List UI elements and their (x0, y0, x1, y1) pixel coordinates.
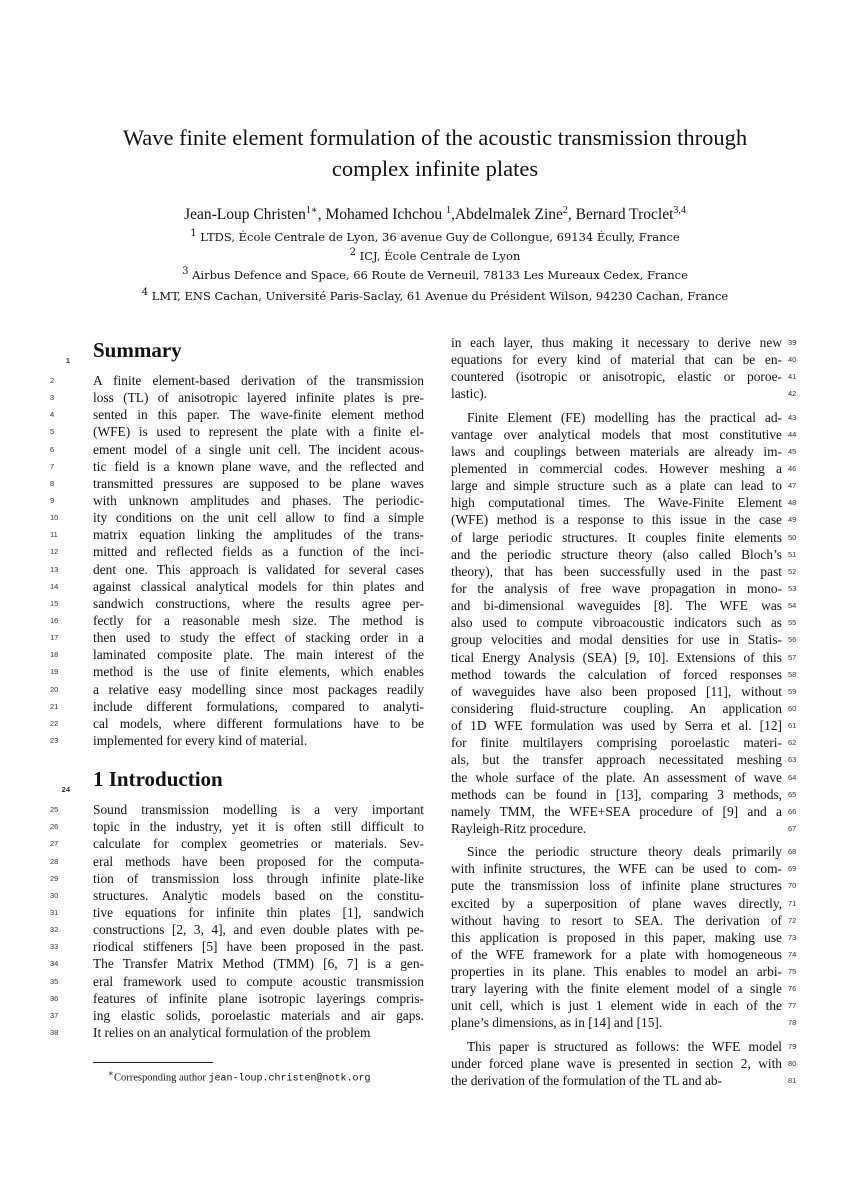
author-name: Jean-Loup Christen (184, 206, 306, 224)
text-line-content: and bi-dimensional waveguides [8]. The WFE was (451, 598, 782, 614)
text-line-content: and the periodic structure theory (also called Bloch’s (451, 546, 782, 562)
text-line-content: vantage over analytical models that most constitutive (451, 426, 782, 442)
line-number: 14 (50, 581, 59, 591)
line-number: 29 (50, 873, 59, 883)
text-line (50, 715, 424, 732)
text-line-content: eral framework used to compute acoustic transmission (93, 973, 424, 989)
spacer (93, 749, 424, 763)
text-line (50, 818, 424, 835)
line-number: 55 (788, 618, 797, 628)
line-number: 5 (50, 427, 55, 437)
line-number: 8 (50, 478, 55, 488)
text-line (50, 629, 424, 646)
text-line-content: matrix equation linking the amplitudes of the trans- (93, 527, 424, 543)
text-line-content: laws and couplings between materials are already im- (451, 443, 782, 459)
affiliation (40, 245, 830, 264)
text-line (451, 803, 797, 820)
line-number: 61 (788, 721, 797, 731)
line-number: 17 (50, 633, 59, 643)
line-number: 72 (788, 915, 797, 925)
text-line-content: for the analysis of free wave propagation in mono- (451, 580, 782, 596)
line-number: 65 (788, 789, 797, 799)
text-line-content: considering fluid-structure coupling. An application (451, 700, 782, 716)
text-line-content: tic field is a known plane wave, and the reflected and (93, 458, 424, 474)
author-affil-mark: 3,4 (673, 205, 686, 216)
text-line-content: sandwich constructions, where the results agree per- (93, 595, 424, 611)
text-line (50, 646, 424, 663)
text-line (50, 475, 424, 492)
line-number: 10 (50, 513, 59, 523)
text-line-content: loss (TL) of anisotropic layered infinite plates is pre- (93, 390, 424, 406)
line-number: 47 (788, 481, 797, 491)
text-line (50, 406, 424, 423)
line-number: 27 (50, 839, 59, 849)
line-number: 11 (50, 530, 58, 540)
text-line-content: equations for every kind of material that can be en- (451, 352, 782, 368)
text-line (50, 441, 424, 458)
text-line-content: this application is proposed in this paper, making use (451, 929, 782, 945)
left-column (50, 334, 424, 1041)
author-list (60, 201, 810, 225)
line-number: 53 (788, 583, 797, 593)
text-line (451, 843, 797, 860)
line-number: 68 (788, 847, 797, 857)
author-name: ,Abdelmalek Zine (451, 206, 563, 224)
text-line-content: cal models, where different formulations have to be (93, 715, 424, 731)
text-line (50, 561, 424, 578)
text-line-content: include different formulations, compared to analyti- (93, 698, 424, 714)
text-line (451, 946, 797, 963)
text-line (50, 1007, 424, 1024)
text-line (451, 614, 797, 631)
text-line-content: large and simple structure such as a plate can lead to (451, 478, 782, 494)
text-line-content: in each layer, thus making it necessary to derive new (451, 335, 782, 350)
text-line (50, 870, 424, 887)
text-line-content: plemented in commercial codes. However meshing a (451, 460, 782, 476)
text-line (451, 683, 797, 700)
line-number: 67 (788, 823, 797, 833)
text-line (451, 929, 797, 946)
line-number: 59 (788, 686, 797, 696)
text-line (451, 734, 797, 751)
line-number: 77 (788, 1001, 797, 1011)
line-number: 49 (788, 515, 797, 525)
text-line (50, 389, 424, 406)
line-number: 26 (50, 822, 59, 832)
text-line (451, 751, 797, 768)
line-number: 15 (50, 598, 59, 608)
text-line (50, 423, 424, 440)
text-line (50, 372, 424, 389)
line-number: 64 (788, 772, 797, 782)
affiliation-mark: 2 (349, 247, 356, 258)
text-line (50, 973, 424, 990)
text-line-content: lastic). (451, 386, 488, 402)
text-line-content: Sound transmission modelling is a very important (93, 802, 424, 818)
line-number: 19 (50, 667, 59, 677)
text-line (50, 458, 424, 475)
text-line (50, 921, 424, 938)
text-line (50, 663, 424, 680)
text-line (50, 543, 424, 560)
text-line-content: a relative easy modelling since most packages readily (93, 681, 424, 697)
text-line-content: plane’s dimensions, as in [14] and [15]. (451, 1015, 663, 1031)
text-line (451, 426, 797, 443)
text-line-content: ity conditions on the unit cell allow to find a simple (93, 510, 424, 526)
text-line-content: countered (isotropic or anisotropic, elastic or poroe- (451, 369, 782, 385)
line-number: 25 (50, 805, 59, 815)
line-number: 7 (50, 461, 55, 471)
title-line: Wave finite element formulation of the acoustic transmission through (122, 125, 748, 150)
line-number: 24 (61, 785, 70, 795)
line-number: 20 (50, 684, 59, 694)
text-line-content: method is the use of finite elements, which enables (93, 664, 424, 680)
line-number: 16 (50, 615, 59, 625)
text-line-content: also used to compute vibroacoustic indicators such as (451, 615, 782, 631)
text-line-content: implemented for every kind of material. (93, 732, 308, 748)
text-line (451, 717, 797, 734)
affiliation-mark: 1 (190, 228, 197, 239)
text-line-content: with infinite structures, the WFE can be used to com- (451, 861, 782, 877)
line-number: 57 (788, 652, 797, 662)
line-number: 51 (788, 549, 797, 559)
text-line (451, 997, 797, 1014)
text-line-content: als, but the transfer approach necessitated meshing (451, 752, 782, 768)
text-line (451, 895, 797, 912)
text-line (50, 904, 424, 921)
text-line (50, 698, 424, 715)
text-line (451, 409, 797, 426)
text-line (451, 334, 797, 351)
text-line (451, 563, 797, 580)
section-heading (65, 334, 424, 366)
line-number: 30 (50, 890, 59, 900)
text-line-content: against classical analytical models for thin plates and (93, 578, 424, 594)
line-number: 9 (50, 495, 55, 505)
line-number: 45 (788, 446, 797, 456)
line-number: 80 (788, 1058, 797, 1068)
affiliation-text: LMT, ENS Cachan, Université Paris-Saclay, 61 Avenue du Président Wilson, 94230 Cachan, France (148, 288, 729, 303)
line-number: 75 (788, 967, 797, 977)
affiliation-mark: 4 (141, 287, 149, 298)
text-line-content: Rayleigh-Ritz procedure. (451, 820, 587, 836)
line-number: 54 (788, 601, 797, 611)
line-number: 6 (50, 444, 55, 454)
text-line (451, 511, 797, 528)
text-line-content: the derivation of the formulation of the TL and ab- (451, 1072, 723, 1088)
text-line (451, 529, 797, 546)
line-number: 4 (50, 410, 55, 420)
text-line-content: eral methods have been proposed for the computa- (93, 853, 424, 869)
line-number: 37 (50, 1010, 59, 1020)
line-number: 41 (788, 372, 797, 382)
line-number: 3 (50, 393, 55, 403)
line-number: 69 (788, 864, 797, 874)
text-line-content: for finite multilayers comprising poroelastic materi- (451, 735, 782, 751)
line-number: 44 (788, 429, 797, 439)
author-email: jean-loup.christen@notk.org (208, 1073, 371, 1085)
text-line (451, 1055, 797, 1072)
text-line-content: method towards the calculation of forced responses (451, 666, 782, 682)
text-line (451, 1072, 797, 1089)
text-line-content: under forced plane wave is presented in section 2, with (451, 1055, 782, 1071)
text-line-content: methods can be found in [13], comparing 3 methods, (451, 786, 782, 802)
paper-title (80, 122, 790, 184)
line-number: 43 (788, 412, 797, 422)
affiliation-text: Airbus Defence and Space, 66 Route de Verneuil, 78133 Les Mureaux Cedex, France (188, 267, 688, 282)
line-number: 48 (788, 498, 797, 508)
text-line (50, 990, 424, 1007)
text-line-content: calculate for complex geometries or materials. Sev- (93, 836, 424, 852)
line-number: 74 (788, 949, 797, 959)
text-line-content: of the WFE framework for a plate with homogeneous (451, 946, 782, 962)
text-line (50, 887, 424, 904)
line-number: 38 (50, 1027, 59, 1037)
affiliation-mark: 3 (182, 266, 189, 277)
affiliation (40, 226, 830, 245)
line-number: 31 (50, 907, 59, 917)
text-line-content: structures. Analytic models based on the constitu- (93, 887, 424, 903)
title-line: complex infinite plates (331, 156, 539, 181)
affiliation-text: ICJ, École Centrale de Lyon (356, 248, 521, 263)
text-line (50, 732, 424, 749)
affiliation-text: LTDS, École Centrale de Lyon, 36 avenue Guy de Collongue, 69134 Écully, France (196, 229, 680, 244)
text-line-content: topic in the industry, yet it is often still difficult to (93, 819, 424, 835)
line-number: 50 (788, 532, 797, 542)
text-line-content: (WFE) is used to represent the plate with a finite el- (93, 424, 424, 440)
text-line-content: with unknown amplitudes and phases. The periodic- (93, 492, 424, 508)
section-heading-text: 1 Introduction (93, 767, 223, 792)
author-affil-mark: 1 (446, 205, 451, 216)
text-line-content: This paper is structured as follows: the WFE model (467, 1038, 782, 1054)
line-number: 33 (50, 942, 59, 952)
line-number: 46 (788, 463, 797, 473)
text-line-content: the whole surface of the plate. An assessment of wave (451, 769, 782, 785)
text-line-content: namely TMM, the WFE+SEA procedure of [9] and a (451, 803, 782, 819)
text-line (451, 477, 797, 494)
section-heading (61, 763, 424, 795)
text-line (451, 631, 797, 648)
line-number: 76 (788, 984, 797, 994)
text-line (451, 546, 797, 563)
line-number: 23 (50, 735, 59, 745)
section-heading-text: Summary (93, 338, 182, 362)
line-number: 70 (788, 881, 797, 891)
line-number: 12 (50, 547, 59, 557)
footnote-mark: ∗ (108, 1068, 114, 1078)
line-number: 28 (50, 856, 59, 866)
text-line (50, 801, 424, 818)
text-line (451, 597, 797, 614)
line-number: 2 (50, 376, 55, 385)
text-line-content: sented in this paper. The wave-finite element method (93, 407, 424, 423)
line-number: 66 (788, 806, 797, 816)
text-line-content: unit cell, which is just 1 element wide in each of the (451, 998, 782, 1014)
footnote-text: Corresponding author (113, 1072, 209, 1084)
line-number: 1 (65, 356, 70, 365)
line-number: 22 (50, 718, 59, 728)
text-line (451, 700, 797, 717)
line-number: 71 (788, 898, 797, 908)
text-line-content: theory), that has been successfully used in the past (451, 563, 782, 579)
line-number: 40 (788, 355, 797, 365)
text-line (451, 443, 797, 460)
line-number: 42 (788, 389, 797, 399)
text-line-content: tical Energy Analysis (SEA) [9, 10]. Extensions of this (451, 649, 782, 665)
text-line-content: trary layering with the finite element model of a single (451, 981, 782, 997)
text-line-content: then used to study the effect of stacking order in a (93, 630, 424, 646)
text-line (451, 963, 797, 980)
text-line (50, 955, 424, 972)
line-number: 60 (788, 703, 797, 713)
text-line-content: features of infinite plane isotropic layerings compris- (93, 990, 424, 1006)
line-number: 35 (50, 976, 59, 986)
text-line-content: The Transfer Matrix Method (TMM) [6, 7] is a gen- (93, 956, 424, 972)
text-line (50, 612, 424, 629)
text-line-content: laminated composite plate. The main interest of the (93, 647, 424, 663)
text-line (451, 649, 797, 666)
text-line-content: high computational times. The Wave-Finite Element (451, 495, 782, 511)
line-number: 32 (50, 925, 59, 935)
text-line-content: excited by a superposition of plane waves directly, (451, 895, 782, 911)
text-line (451, 786, 797, 803)
text-line-content: riodical stiffeners [5] have been proposed in the past. (93, 939, 424, 955)
text-line (50, 492, 424, 509)
text-line-content: tive equations for infinite thin plates [1], sandwich (93, 904, 424, 920)
text-line-content: Finite Element (FE) modelling has the practical ad- (467, 409, 782, 425)
text-line-content: ement model of a single unit cell. The incident acous- (93, 441, 424, 457)
text-line (451, 351, 797, 368)
line-number: 56 (788, 635, 797, 645)
line-number: 62 (788, 738, 797, 748)
text-line (451, 494, 797, 511)
footnote-rule (93, 1062, 213, 1063)
line-number: 13 (50, 564, 59, 574)
text-line (50, 681, 424, 698)
right-column (451, 334, 797, 1089)
text-line (50, 853, 424, 870)
line-number: 21 (50, 701, 59, 711)
line-number: 39 (788, 338, 797, 347)
text-line-content: of 1D WFE formulation was used by Serra et al. [12] (451, 718, 782, 734)
text-line-content: It relies on an analytical formulation of the problem (93, 1024, 371, 1040)
text-line-content: tion of transmission loss through infinite plate-like (93, 870, 424, 886)
line-number: 58 (788, 669, 797, 679)
text-line-content: Since the periodic structure theory deals primarily (467, 844, 782, 860)
text-line-content: (WFE) method is a response to this issue in the case (451, 512, 782, 528)
text-line-content: dent one. This approach is validated for several cases (93, 561, 424, 577)
text-line (451, 980, 797, 997)
affiliation (40, 285, 830, 304)
text-line-content: constructions [2, 3, 4], and even double plates with pe- (93, 922, 424, 938)
text-line-content: transmitted pressures are supposed to be plane waves (93, 475, 424, 491)
line-number: 79 (788, 1041, 797, 1051)
text-line (50, 1024, 424, 1041)
line-number: 73 (788, 932, 797, 942)
text-line (451, 580, 797, 597)
text-line (451, 912, 797, 929)
line-number: 36 (50, 993, 59, 1003)
text-line (451, 385, 797, 402)
text-line (50, 595, 424, 612)
text-line-content: mitted and reflected fields as a function of the inci- (93, 544, 424, 560)
text-line (50, 938, 424, 955)
text-line-content: of waveguides have also been proposed [11], without (451, 683, 782, 699)
text-line (451, 368, 797, 385)
text-line-content: A finite element-based derivation of the transmission (93, 373, 424, 388)
line-number: 81 (788, 1075, 797, 1085)
text-line (451, 460, 797, 477)
affiliation (40, 264, 830, 283)
text-line-content: properties in its plane. This enables to model an arbi- (451, 964, 782, 980)
text-line (451, 877, 797, 894)
line-number: 34 (50, 959, 59, 969)
text-line (451, 769, 797, 786)
text-line (451, 666, 797, 683)
text-line (50, 835, 424, 852)
author-name: , Mohamed Ichchou (317, 206, 446, 224)
author-affil-mark: 2 (562, 205, 568, 216)
line-number: 52 (788, 566, 797, 576)
line-number: 18 (50, 650, 59, 660)
text-line (451, 820, 797, 837)
line-number: 78 (788, 1018, 797, 1028)
author-affil-mark: 1∗ (305, 205, 318, 216)
text-line-content: pute the transmission loss of infinite plane structures (451, 878, 782, 894)
text-line-content: without having to resort to SEA. The derivation of (451, 912, 782, 928)
text-line (50, 526, 424, 543)
footnote (108, 1066, 370, 1087)
author-name: , Bernard Troclet (567, 206, 674, 224)
line-number: 63 (788, 755, 797, 765)
text-line-content: of large periodic structures. It couples finite elements (451, 529, 782, 545)
text-line-content: group velocities and modal densities for use in Statis- (451, 632, 782, 648)
text-line-content: fectly for a reasonable mesh size. The method is (93, 612, 424, 628)
text-line (50, 509, 424, 526)
text-line (451, 1038, 797, 1055)
text-line (50, 578, 424, 595)
text-line (451, 1014, 797, 1031)
text-line-content: ing elastic solids, poroelastic materials and air gaps. (93, 1007, 424, 1023)
text-line (451, 860, 797, 877)
